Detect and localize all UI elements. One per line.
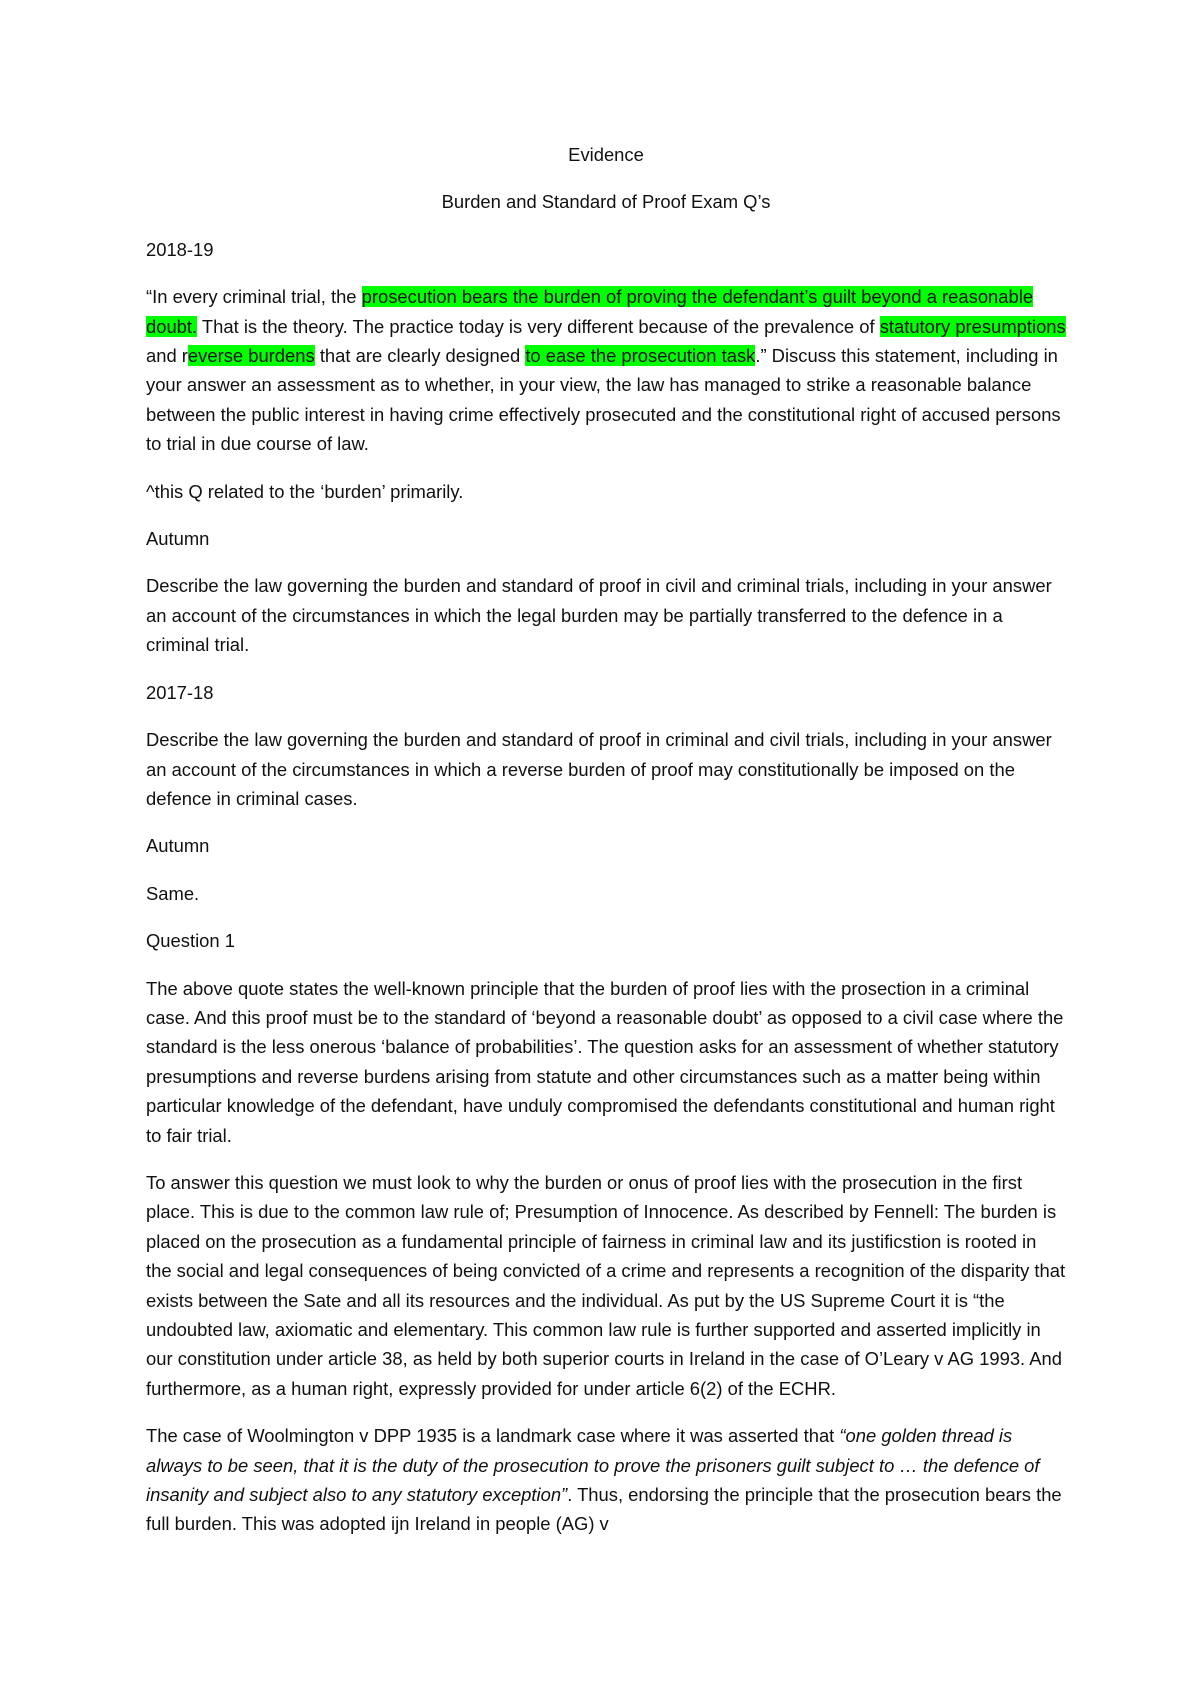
text-run: That is the theory. The practice today is very different because of the prevalence of <box>197 315 880 337</box>
text-run: that are clearly designed <box>314 345 526 367</box>
text-run: . Thus, endorsing the principle that the prosecution bears the full burden. This was adopted ijn Ireland in people (AG) v <box>146 1484 1062 1535</box>
answer-paragraph-3 <box>146 1421 1066 1539</box>
document-subtitle: Burden and Standard of Proof Exam Q’s <box>441 191 771 213</box>
highlight-ease-prosecution: to ease the prosecution task <box>525 345 756 367</box>
autumn-question: Describe the law governing the burden and standard of proof in civil and criminal trials, including in your answer an account of the circumstances in which the legal burden may be partially transferred to the defence in a criminal trial. <box>146 575 1052 656</box>
document-title: Evidence <box>568 144 644 165</box>
text-run: “In every criminal trial, the <box>146 286 362 308</box>
year-heading-2017: 2017-18 <box>146 681 214 703</box>
exam-question-2017: Describe the law governing the burden and standard of proof in criminal and civil trials, including in your answer an account of the circumstances in which a reverse burden of proof may constitutionally be imposed on the defence in criminal cases. <box>146 729 1052 809</box>
autumn-heading-1: Autumn <box>146 528 210 550</box>
answer-paragraph-1: The above quote states the well-known principle that the burden of proof lies with the prosection in a criminal case. And this proof must be to the standard of ‘beyond a reasonable doubt’ as opposed to a civil case where the standard is the less onerous ‘balance of probabilities’. The question asks for an assessment of whether statutory presumptions and reverse burdens arising from statute and other circumstances such as a matter being within particular knowledge of the defendant, have unduly compromised the defendants constitutional and human right to fair trial. <box>146 977 1064 1146</box>
highlight-statutory-presumptions: statutory presumptions <box>879 315 1066 337</box>
exam-question-2018 <box>146 282 1066 458</box>
same-note: Same. <box>146 882 200 904</box>
highlight-prosecution-burden: prosecution bears the burden of proving the defendant’s guilt beyond a reasonable doubt. <box>146 286 1034 337</box>
note-2018: ^this Q related to the ‘burden’ primarily. <box>146 480 464 502</box>
text-run: and r <box>146 345 188 367</box>
question-1-heading: Question 1 <box>146 930 235 952</box>
woolmington-quote: “one golden thread is always to be seen, that it is the duty of the prosecution to prove the prisoners guilt subject to … the defence of insanity and subject also to any statutory exception” <box>146 1425 1040 1506</box>
year-heading-2018: 2018-19 <box>146 238 214 260</box>
autumn-heading-2: Autumn <box>146 835 210 857</box>
text-run: .” Discuss this statement, including in your answer an assessment as to whether, in your view, the law has managed to strike a reasonable balance between the public interest in having crime effectively prosecuted and the constitutional right of accused persons to trial in due course of law. <box>146 345 1061 455</box>
document-page <box>146 140 1066 1539</box>
highlight-reverse-burdens: everse burdens <box>187 345 315 367</box>
text-run: The case of Woolmington v DPP 1935 is a landmark case where it was asserted that <box>146 1425 840 1447</box>
answer-paragraph-2: To answer this question we must look to why the burden or onus of proof lies with the prosecution in the first place. This is due to the common law rule of; Presumption of Innocence. As described by Fennell: The burden is placed on the prosecution as a fundamental principle of fairness in criminal law and its justificstion is rooted in the social and legal consequences of being convicted of a crime and represents a recognition of the disparity that exists between the Sate and all its resources and the individual. As put by the US Supreme Court it is “the undoubted law, axiomatic and elementary. This common law rule is further supported and asserted implicitly in our constitution under article 38, as held by both superior courts in Ireland in the case of O’Leary v AG 1993. And furthermore, as a human right, expressly provided for under article 6(2) of the ECHR. <box>146 1171 1066 1399</box>
